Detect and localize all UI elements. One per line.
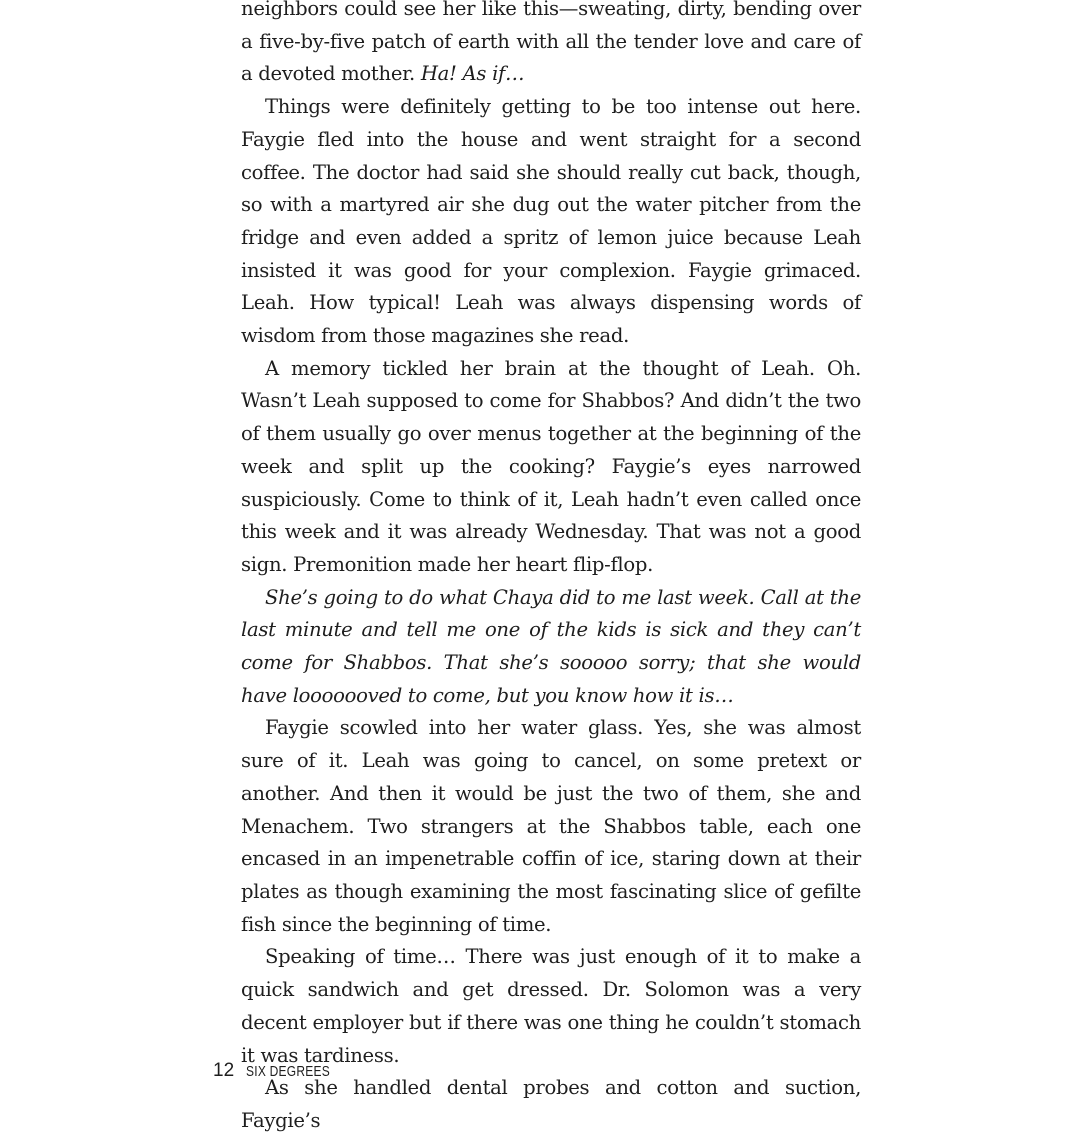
paragraph [241,941,861,1072]
italic-text: She’s going to do what Chaya did to me last week. Call at the last minute and tell me one of the kids is sick and they can’t come for Shabbos. That she’s sooooo sorry; that she would have looooooved to come, but you know how it is… [241,585,861,707]
page-number: 12 [213,1060,235,1081]
paragraph [241,582,861,713]
italic-text: Ha! As if… [420,62,525,86]
paragraph [241,91,861,353]
page-footer [213,1060,351,1084]
paragraph [241,0,861,91]
text-run: neighbors could see her like this—sweating, dirty, bending over a five-by-five patch of earth with all the tender love and care of a devoted mother. [241,0,861,86]
text-run: Things were definitely getting to be too intense out here. Faygie fled into the house and went straight for a second coffee. The doctor had said she should really cut back, though, so with a martyred air she dug out the water pitcher from the fridge and even added a spritz of lemon juice because Leah insisted it was good for your complexion. Faygie grimaced. Leah. How typical! Leah was always dispensing words of wisdom from those magazines she read. [241,95,861,348]
paragraph [241,712,861,941]
text-run: A memory tickled her brain at the thought of Leah. Oh. Wasn’t Leah supposed to come for Shabbos? And didn’t the two of them usually go over menus together at the beginning of the week and split up the cooking? Faygie’s eyes narrowed suspiciously. Come to think of it, Leah hadn’t even called once this week and it was already Wednesday. That was not a good sign. Premonition made her heart flip-flop. [241,356,861,576]
paragraph [241,353,861,582]
body-text [241,0,861,1138]
text-run: Speaking of time… There was just enough of it to make a quick sandwich and get dressed. Dr. Solomon was a very decent employer but if there was one thing he couldn’t stomach it was tardiness. [241,945,861,1067]
running-head: SIX DEGREES [246,1063,331,1080]
text-run: Faygie scowled into her water glass. Yes, she was almost sure of it. Leah was going to cancel, on some pretext or another. And then it would be just the two of them, she and Menachem. Two strangers at the Shabbos table, each one encased in an impenetrable coffin of ice, staring down at their plates as though examining the most fascinating slice of gefilte fish since the beginning of time. [241,716,861,936]
text-run: As she handled dental probes and cotton and suction, Faygie’s [241,1076,861,1132]
